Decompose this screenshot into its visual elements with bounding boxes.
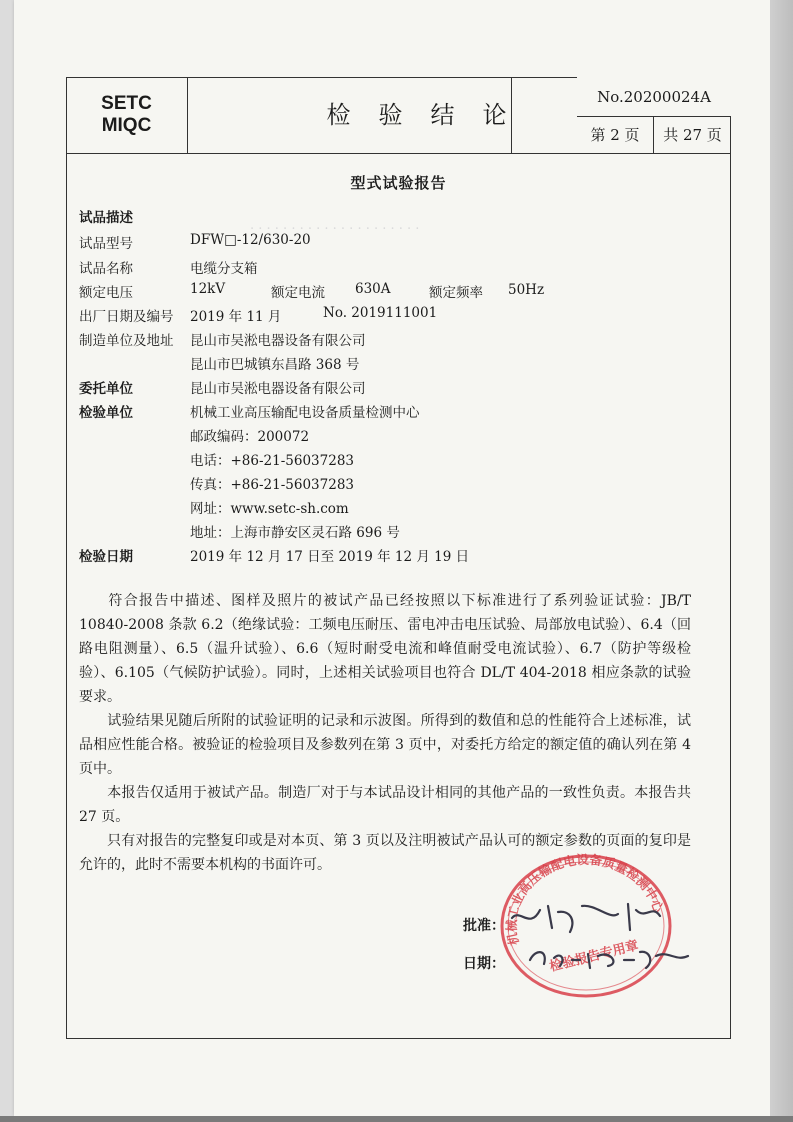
client-label: 委托单位 [79, 381, 133, 397]
conclusion-paragraph-2 [79, 709, 691, 781]
header-title: 检验结论 [188, 77, 654, 153]
page-edge-shadow [770, 0, 793, 1122]
rated-current-value: 630A [355, 281, 391, 297]
rated-voltage-label: 额定电压 [79, 285, 133, 301]
testing-lab-label: 检验单位 [79, 405, 133, 421]
lab-phone: 电话：+86-21-56037283 [190, 453, 355, 469]
handwritten-signature [500, 890, 700, 990]
testing-lab-value: 机械工业高压输配电设备质量检测中心 [190, 405, 420, 421]
paragraph-4-text: 只有对报告的完整复印或是对本页、第 3 页以及注明被试产品认可的额定参数的页面的复印是允许的，此时不需要本机构的书面许可。 [79, 833, 691, 873]
conclusion-paragraph-3 [79, 781, 691, 829]
sample-description-label: 试品描述 [79, 210, 133, 226]
manufacturer-label: 制造单位及地址 [79, 333, 174, 349]
mfg-date-value: 2019 年 11 月 [190, 309, 282, 325]
paragraph-1-text: 符合报告中描述、图样及照片的被试产品已经按照以下标准进行了系列验证试验：JB/T 10840-2008 条款 6.2（绝缘试验：工频电压耐压、雷电冲击电压试验、局部放电试验）、6.4（回路电阻测量）、6.5（温升试验）、6.6（短时耐受电流和峰值耐受电流试验）、6.7（防护等级检验）、6.105（气候防护试验）。同时，上述相关试验项目也符合 DL/T 404-2018 相应条款的试验要求。 [79, 593, 691, 705]
svg-text:检验报告专用章: 检验报告专用章 [548, 938, 641, 975]
client-value: 昆山市吴淞电器设备有限公司 [190, 381, 366, 397]
total-pages: 共 27 页 [663, 126, 722, 144]
lab-fax: 传真：+86-21-56037283 [190, 477, 355, 493]
document-title: 型式试验报告 [350, 174, 447, 192]
manufacturer-value: 昆山市吴淞电器设备有限公司 [190, 333, 366, 349]
conclusion-paragraph-1 [79, 589, 691, 709]
report-header [66, 77, 731, 155]
name-label: 试品名称 [79, 261, 133, 277]
paragraph-2-text: 试验结果见随后所附的试验证明的记录和示波图。所得到的数值和总的性能符合上述标准，试品相应性能合格。被验证的检验项目及参数列在第 3 页中，对委托方给定的额定值的确认列在第 4 页中。 [79, 713, 691, 777]
test-date-label: 检验日期 [79, 549, 133, 565]
header-divider [511, 77, 512, 153]
institution-logo [66, 77, 188, 153]
svg-text:机械工业高压输配电设备质量检测中心: 机械工业高压输配电设备质量检测中心 [503, 851, 667, 947]
report-number: No.20200024A [577, 77, 731, 117]
name-value: 电缆分支箱 [190, 261, 258, 277]
header-bottom-rule [66, 153, 731, 154]
paragraph-3-text: 本报告仅适用于被试产品。制造厂对于与本试品设计相同的其他产品的一致性负责。本报告共 27 页。 [79, 785, 691, 825]
manufacturer-address: 昆山市巴城镇东昌路 368 号 [190, 357, 360, 373]
approval-date-label: 日期： [463, 956, 505, 972]
lab-address: 地址：上海市静安区灵石路 696 号 [190, 525, 400, 541]
page-number: 第 2 页 [577, 117, 654, 153]
model-label: 试品型号 [79, 236, 133, 252]
model-value: DFW□-12/630-20 [190, 232, 311, 248]
mfg-date-label: 出厂日期及编号 [79, 309, 174, 325]
approved-by-label: 批准： [463, 918, 505, 934]
bleed-through-text: . . . . . . . . . . . . . . . . . . . . . [250, 218, 420, 233]
rated-voltage-value: 12kV [190, 281, 226, 297]
rated-current-label: 额定电流 [271, 285, 325, 301]
mfg-serial-value: No. 2019111001 [323, 305, 438, 321]
page-bottom-edge [0, 1116, 793, 1122]
rated-frequency-label: 额定频率 [429, 285, 483, 301]
logo-line-setc: SETC [101, 93, 152, 114]
lab-postcode: 邮政编码：200072 [190, 429, 310, 445]
rated-frequency-value: 50Hz [508, 282, 545, 298]
logo-line-miqc: MIQC [101, 115, 152, 136]
lab-website: 网址：www.setc-sh.com [190, 501, 349, 517]
test-date-value: 2019 年 12 月 17 日至 2019 年 12 月 19 日 [190, 549, 470, 565]
